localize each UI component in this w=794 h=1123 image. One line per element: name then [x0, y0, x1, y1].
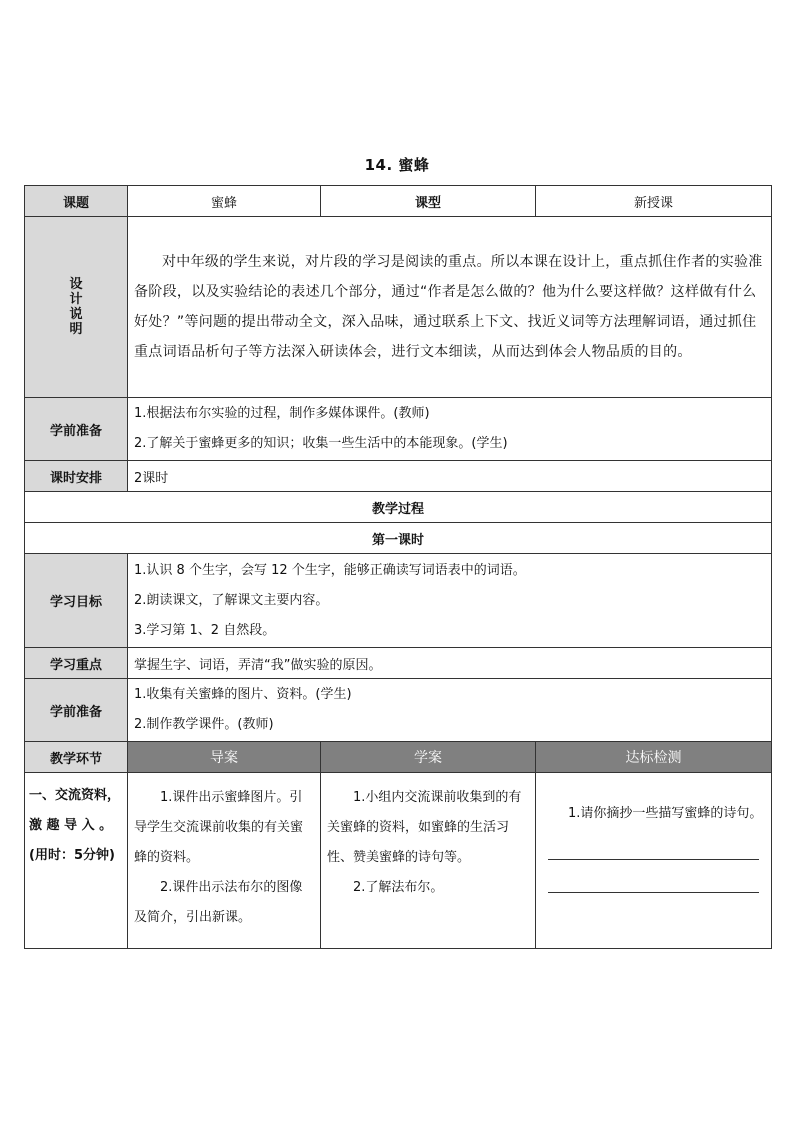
check-header: 达标检测	[536, 742, 772, 773]
prep2-items	[128, 679, 772, 742]
schedule-row	[25, 461, 772, 492]
study-header: 学案	[321, 742, 536, 773]
stage1-study-step: 2.了解法布尔。	[353, 880, 444, 895]
topic-label: 课题	[25, 186, 128, 217]
process-heading: 教学过程	[25, 492, 772, 523]
prep2-row	[25, 679, 772, 742]
focus-row	[25, 648, 772, 679]
stage1-check-task: 1.请你摘抄一些描写蜜蜂的诗句。	[568, 806, 763, 821]
page-title: 14. 蜜蜂	[364, 156, 430, 174]
topic-value: 蜜蜂	[128, 186, 321, 217]
design-label: 设 计 说 明	[25, 217, 128, 398]
lesson-heading: 第一课时	[25, 523, 772, 554]
stage1-guide-step: 1.课件出示蜜蜂图片。引导学生交流课前收集的有关蜜蜂的资料。	[134, 790, 304, 865]
design-row	[25, 217, 772, 398]
lesson-heading-row	[25, 523, 772, 554]
goals-items	[128, 554, 772, 648]
stage1-row	[25, 773, 772, 949]
goals-row	[25, 554, 772, 648]
design-text: 对中年级的学生来说，对片段的学习是阅读的重点。所以本课在设计上，重点抓住作者的实验准备阶段，以及实验结论的表述几个部分，通过“作者是怎么做的？他为什么要这样做？这样做有什么好处？”等问题的提出带动全文，深入品味，通过联系上下文、找近义词等方法理解词语，通过抓住重点词语品析句子等方法深入研读体会，进行文本细读，从而达到体会人物品质的目的。	[128, 217, 772, 398]
goals-label: 学习目标	[25, 554, 128, 648]
header-row	[25, 186, 772, 217]
stage1-guide-step: 2.课件出示法布尔的图像及简介，引出新课。	[134, 880, 303, 925]
goal-item: 3.学习第 1、2 自然段。	[134, 622, 276, 638]
guide-header: 导案	[128, 742, 321, 773]
prep2-item: 2.制作教学课件。(教师)	[134, 717, 274, 732]
schedule-label: 课时安排	[25, 461, 128, 492]
stage1-study	[321, 773, 536, 949]
prep1-item: 1.根据法布尔实验的过程，制作多媒体课件。(教师)	[134, 406, 430, 421]
goal-item: 2.朗读课文，了解课文主要内容。	[134, 592, 329, 608]
answer-line	[548, 892, 759, 893]
lesson-plan-table	[24, 185, 772, 949]
prep2-item: 1.收集有关蜜蜂的图片、资料。(学生)	[134, 687, 352, 702]
goal-item: 1.认识 8 个生字，会写 12 个生字，能够正确读写词语表中的词语。	[134, 562, 526, 578]
schedule-value: 2课时	[128, 461, 772, 492]
focus-value: 掌握生字、词语，弄清“我”做实验的原因。	[128, 648, 772, 679]
prep1-item: 2.了解关于蜜蜂更多的知识；收集一些生活中的本能现象。(学生)	[134, 436, 508, 451]
stage1-guide	[128, 773, 321, 949]
stage1-name: 一、交流资料，激 趣 导 入 。(用时：5分钟)	[25, 773, 128, 949]
prep1-row	[25, 398, 772, 461]
stage1-study-step: 1.小组内交流课前收集到的有关蜜蜂的资料，如蜜蜂的生活习性、赞美蜜蜂的诗句等。	[327, 790, 522, 865]
process-heading-row	[25, 492, 772, 523]
type-value: 新授课	[536, 186, 772, 217]
stages-label: 教学环节	[25, 742, 128, 773]
prep1-label: 学前准备	[25, 398, 128, 461]
focus-label: 学习重点	[25, 648, 128, 679]
stage1-check	[536, 773, 772, 949]
stages-header-row	[25, 742, 772, 773]
answer-line	[548, 859, 759, 860]
prep1-items	[128, 398, 772, 461]
prep2-label: 学前准备	[25, 679, 128, 742]
type-label: 课型	[321, 186, 536, 217]
